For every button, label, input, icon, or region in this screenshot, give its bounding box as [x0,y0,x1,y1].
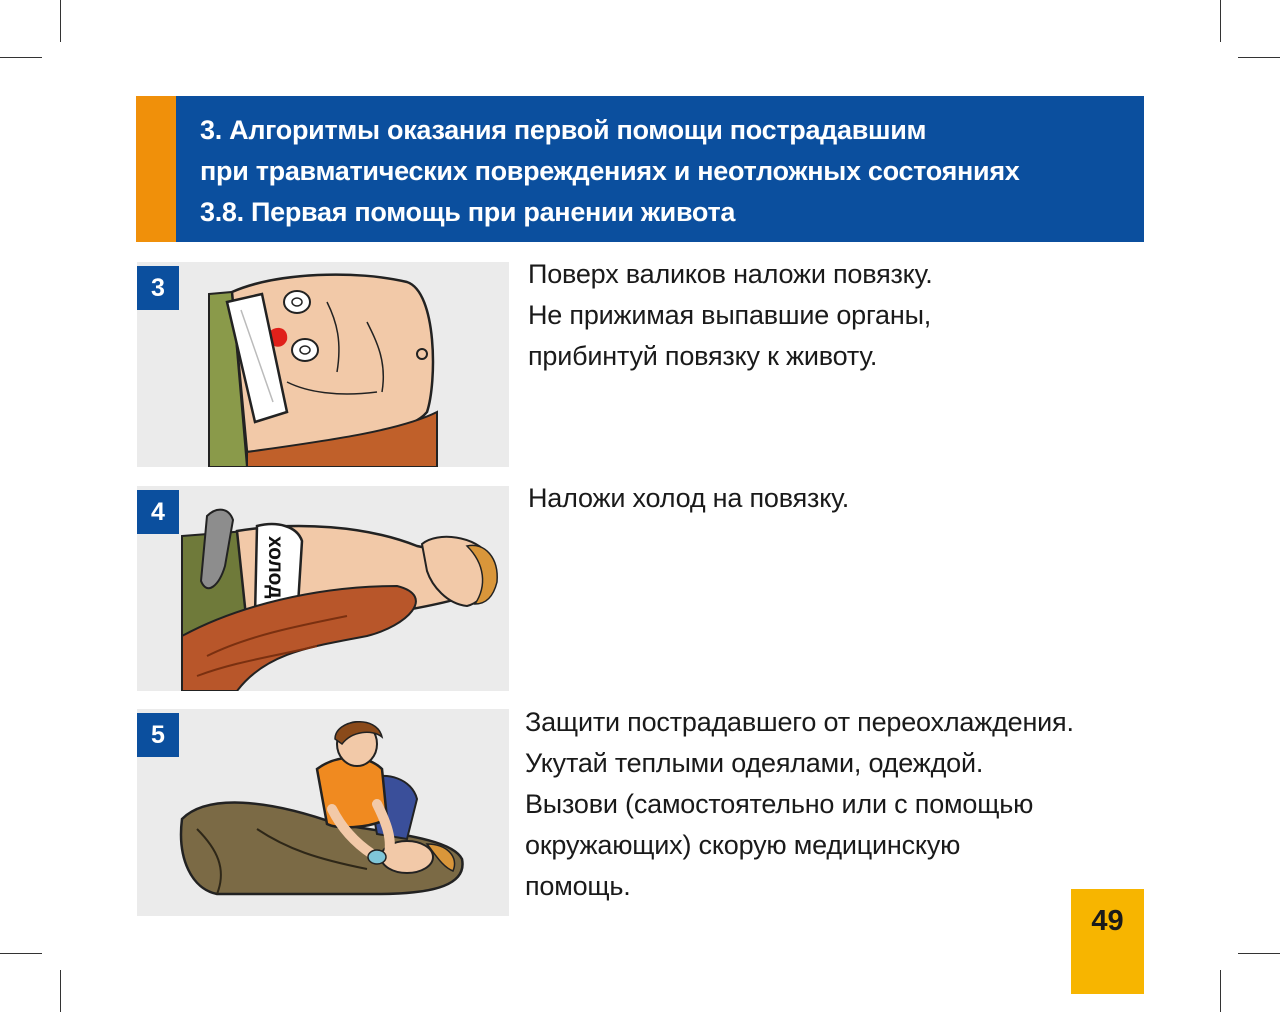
step-3-badge: 3 [137,266,179,310]
step-3-line-3: прибинтуй повязку к животу. [528,341,878,371]
step-4-illustration [137,486,509,691]
step-4-line-1: Наложи холод на повязку. [528,483,850,513]
blanket-cover-illustration [137,709,509,916]
step-3-text [528,254,933,377]
crop-mark [1238,953,1280,954]
crop-mark [60,970,61,1012]
page-number: 49 [1071,889,1144,994]
step-5-line-4: окружающих) скорую медицинскую [525,830,961,860]
bandage-abdomen-illustration [137,262,509,467]
step-5-line-1: Защити пострадавшего от переохлаждения. [525,707,1074,737]
step-5-line-2: Укутай теплыми одеялами, одеждой. [525,748,984,778]
crop-mark [0,57,42,58]
crop-mark [60,0,61,42]
step-5-line-5: помощь. [525,871,631,901]
title-line-3: 3.8. Первая помощь при ранении живота [200,197,736,227]
step-4-text [528,478,849,519]
step-3-line-2: Не прижимая выпавшие органы, [528,300,932,330]
section-title [200,110,1124,233]
crop-mark [0,953,42,954]
cold-pack-label: холод [264,536,287,599]
header-accent-bar [136,96,176,242]
step-5-badge: 5 [137,713,179,757]
crop-mark [1220,0,1221,42]
step-5-illustration [137,709,509,916]
section-header [136,96,1144,242]
title-line-2: при травматических повреждениях и неотложных состояниях [200,156,1020,186]
step-3-line-1: Поверх валиков наложи повязку. [528,259,933,289]
crop-mark [1220,970,1221,1012]
step-4-badge: 4 [137,490,179,534]
step-5-line-3: Вызови (самостоятельно или с помощью [525,789,1034,819]
cold-pack-illustration [137,486,509,691]
step-3-illustration [137,262,509,467]
crop-mark [1238,57,1280,58]
title-line-1: 3. Алгоритмы оказания первой помощи пострадавшим [200,115,927,145]
step-5-text [525,702,1074,907]
